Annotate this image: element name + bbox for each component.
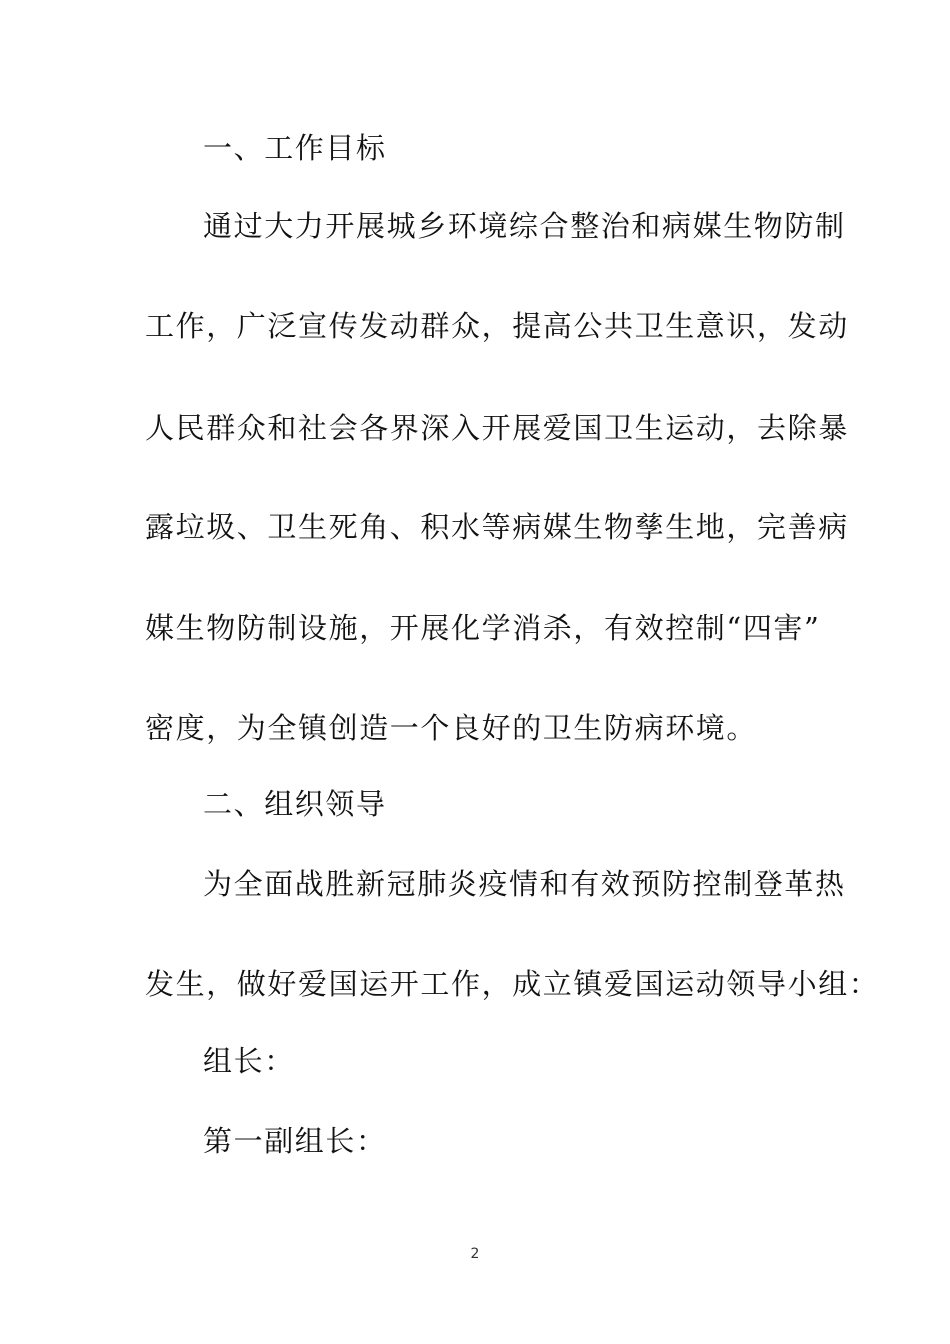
paragraph-line: 为全面战胜新冠肺炎疫情和有效预防控制登革热: [203, 867, 846, 901]
paragraph-line: 密度，为全镇创造一个良好的卫生防病环境。: [145, 711, 758, 745]
section-heading-organization: 二、组织领导: [203, 787, 387, 821]
paragraph-line: 人民群众和社会各界深入开展爱国卫生运动，去除暴: [145, 411, 849, 445]
role-first-deputy-leader: 第一副组长：: [203, 1124, 387, 1158]
paragraph-line: 发生，做好爱国运开工作，成立镇爱国运动领导小组：: [145, 967, 880, 1001]
paragraph-line: 工作，广泛宣传发动群众，提高公共卫生意识，发动: [145, 309, 849, 343]
role-leader: 组长：: [203, 1044, 295, 1078]
paragraph-line: 露垃圾、卫生死角、积水等病媒生物孳生地，完善病: [145, 510, 849, 544]
page-number: 2: [470, 1246, 480, 1262]
paragraph-line: 通过大力开展城乡环境综合整治和病媒生物防制: [203, 209, 846, 243]
paragraph-line: 媒生物防制设施，开展化学消杀，有效控制“四害”: [145, 611, 821, 645]
section-heading-work-goals: 一、工作目标: [203, 131, 387, 165]
